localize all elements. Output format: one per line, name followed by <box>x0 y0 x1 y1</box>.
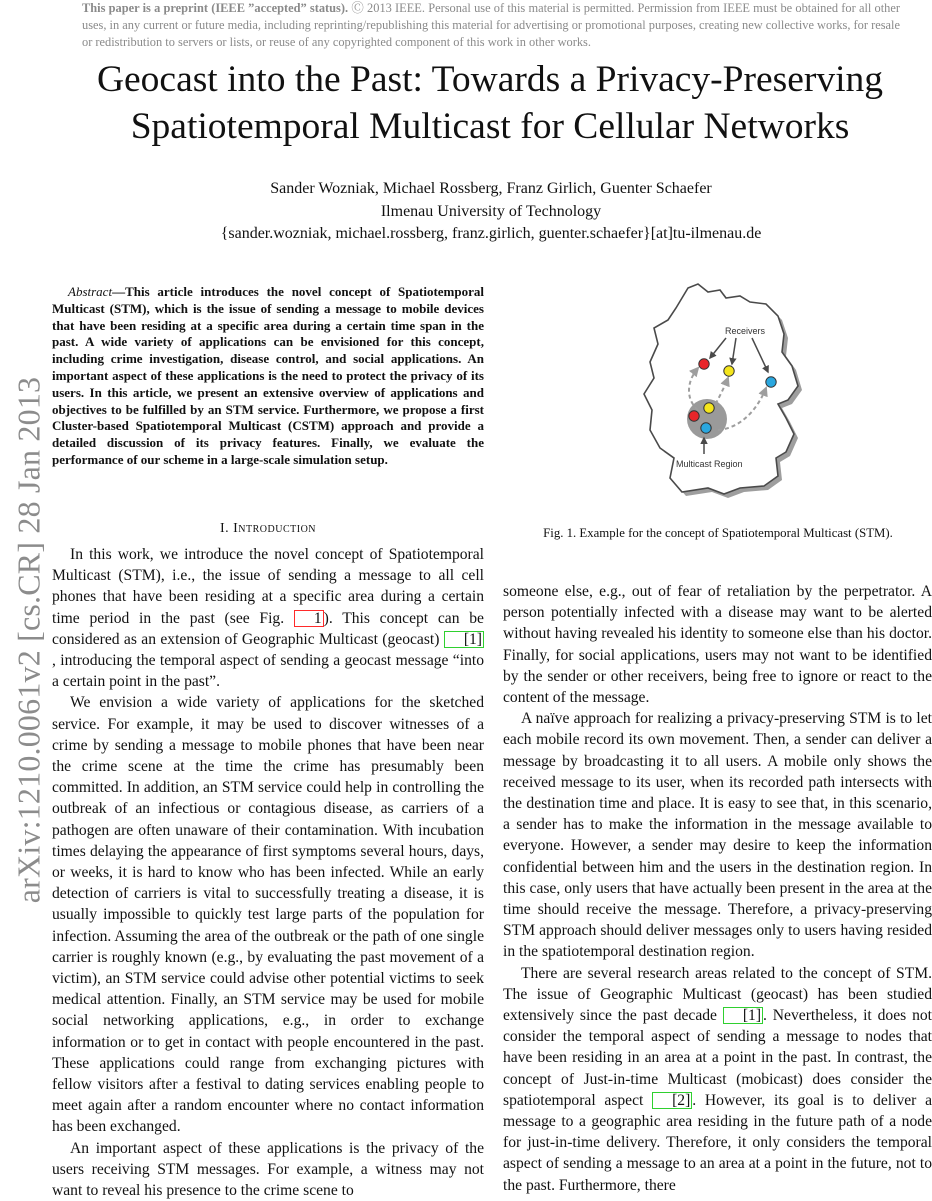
notice-text: Ⓒ 2013 IEEE. Personal use of this material is permitted. Permission from IEEE must be obtained for all other uses, in any current or future media, including reprinting/republishing this material for advertising or promotional purposes, creating new collective works, for resale or redistribution to servers or lists, or reuse of any copyrighted component of this work in other works. <box>82 1 901 49</box>
intro-p1-text-c: , introducing the temporal aspect of sending a geocast message “into a certain point in the past”. <box>52 652 484 691</box>
copyright-notice <box>82 0 900 51</box>
figure-1-caption: Fig. 1. Example for the concept of Spatiotemporal Multicast (STM). <box>543 526 893 540</box>
abstract-paragraph <box>52 284 484 469</box>
receiver-dot-red <box>699 359 709 369</box>
intro-p1-text-a: In this work, we introduce the novel concept of Spatiotemporal Multicast (STM), i.e., the issue of sending a message to all cell phones that have been residing at a specific area during a certain time period in the past (see Fig. <box>52 546 484 627</box>
intro-p6-text-a: There are several research areas related to the concept of STM. The issue of Geographic Multicast (geocast) has been studied extensively since the past decade <box>503 964 932 1025</box>
figure-1 <box>628 282 806 500</box>
figure-ref-link[interactable]: 1 <box>294 610 324 627</box>
multicast-region-label: Multicast Region <box>676 459 743 469</box>
region-dot-yellow <box>704 403 714 413</box>
title-line-2: Spatiotemporal Multicast for Cellular Networks <box>130 106 850 147</box>
arxiv-sidebar <box>6 330 52 950</box>
author-affiliation: Ilmenau University of Technology <box>380 202 602 220</box>
abstract-label: Abstract <box>68 284 113 299</box>
intro-paragraph-2: We envision a wide variety of applications for the sketched service. For example, it may be used to discover witnesses of a crime by sending a message to mobile phones that have been near the crime scene at the time the crime has presumably been committed. In addition, an STM service could help in controlling the outbreak of an infectious or contagious disease, as carriers of a pathogen are often unaware of their contamination. With incubation times delaying the appearance of first symptoms several hours, days, or weeks, it is hard to know who has been infected. While an early detection of carriers is vital to successfully treating a disease, it is usually impossible to quickly test large parts of the population for infection. Assuming the area of the outbreak or the path of one single carrier is roughly known (e.g., by evaluating the past movement of a victim), an STM service could advise other potential victims to seek medical attention. Finally, an STM service may be used for mobile social networking applications, e.g., in order to exchange information or to get in contact with people encountered in the past. These applications could range from exchanging pictures with fellow visitors after a festival to dating services enabling people to meet again after a random encounter where no contact information has been exchanged. <box>52 694 484 1136</box>
intro-p1-text-b: ). This concept can be considered as an extension of Geographic Multicast (geocast) <box>52 609 484 648</box>
region-dot-red <box>689 411 699 421</box>
intro-p6-text-b: . Nevertheless, it does not consider the temporal aspect of sending a message to nodes that have been residing in an area at a point in the past. In contrast, the concept of Just-in-time Multicast (mobicast) does consider the spatiotemporal aspect <box>503 1007 932 1109</box>
author-block <box>60 178 922 246</box>
citation-link-3[interactable]: [2] <box>652 1092 692 1109</box>
receiver-dot-blue <box>766 377 776 387</box>
intro-paragraph-3: An important aspect of these applications is the privacy of the users receiving STM messages. For example, a witness may not want to reveal his presence to the crime scene to <box>52 1139 484 1200</box>
arxiv-identifier: arXiv:1210.0061v2 [cs.CR] 28 Jan 2013 <box>10 376 47 904</box>
receivers-label: Receivers <box>725 326 766 336</box>
author-emails: {sander.wozniak, michael.rossberg, franz.girlich, guenter.schaefer}[at]tu-ilmenau.de <box>220 225 762 242</box>
section-heading <box>52 521 484 537</box>
intro-paragraph-1 <box>52 544 484 692</box>
abstract-text: —This article introduces the novel concept of Spatiotemporal Multicast (STM), which is the issue of sending a message to mobile devices that have been residing at a specific area during a certain time span in the past. A wide variety of applications can be envisioned for this concept, including crime investigation, disease control, and social applications. An important aspect of these applications is the need to protect the privacy of its users. In this article, we present an extensive overview of applications and objectives to be fulfilled by an STM service. Furthermore, we propose a first Cluster-based Spatiotemporal Multicast (CSTM) approach and provide a detailed discussion of its privacy features. Finally, we evaluate the performance of our scheme in a large-scale simulation setup. <box>52 284 484 467</box>
preprint-status: This paper is a preprint (IEEE ”accepted” status). <box>82 1 349 15</box>
intro-paragraph-6 <box>503 963 932 1196</box>
abstract <box>52 284 484 469</box>
right-column <box>503 581 932 1196</box>
receiver-dot-yellow <box>724 366 734 376</box>
intro-p6-text-c: . However, its goal is to deliver a message to a geographic area residing in the future path of a node for just-in-time delivery. Therefore, it only considers the temporal aspect of sending a message to an area at a point in the future, not to the past. Furthermore, there <box>503 1091 932 1194</box>
section-title: Introduction <box>233 521 317 536</box>
region-dot-blue <box>701 423 711 433</box>
intro-paragraph-5: A naïve approach for realizing a privacy-preserving STM is to let each mobile record its own movement. Then, a sender can deliver a message by broadcasting it to all users. A mobile only shows the received message to its user, when its recorded path intersects with the destination time and place. It is easy to see that, in this scenario, a sender has to make the information in the message available to everyone. However, a sender may desire to keep the information confidential between him and the users in the destination region. In this case, only users that have actually been present in the area at the time should receive the message. Therefore, a privacy-preserving STM approach should deliver messages only to users having resided in the spatiotemporal destination region. <box>503 710 932 961</box>
paper-title <box>40 56 932 150</box>
author-names: Sander Wozniak, Michael Rossberg, Franz Girlich, Guenter Schaefer <box>270 180 712 197</box>
citation-link-2[interactable]: [1] <box>723 1007 763 1024</box>
citation-link-1[interactable]: [1] <box>444 631 484 648</box>
intro-paragraph-4: someone else, e.g., out of fear of retaliation by the perpetrator. A person potentially infected with a disease may want to be alerted without having revealed his identity to someone else than his doctor. Finally, for social applications, users may not want to be identified by the sender or other receivers, being free to ignore or react to the content of the message. <box>503 583 932 707</box>
section-number: I. <box>219 521 234 536</box>
title-line-1: Geocast into the Past: Towards a Privacy-Preserving <box>96 59 884 100</box>
left-column <box>52 544 484 1201</box>
germany-map-illustration <box>628 282 806 500</box>
